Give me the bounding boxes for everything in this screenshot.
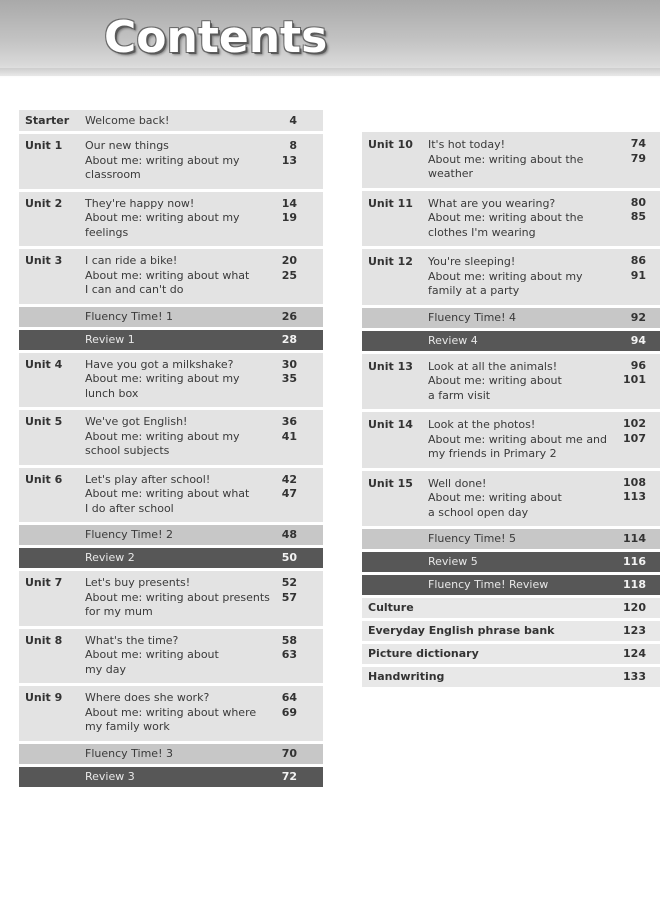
toc-row-unit-11[interactable] <box>362 191 660 247</box>
unit-label: Unit 12 <box>368 255 413 268</box>
unit-subtitle: About me: writing about my <box>85 211 240 224</box>
unit-subtitle: About me: writing about the <box>428 152 584 166</box>
page-number: 96 <box>630 358 646 372</box>
unit-subtitle: About me: writing about where <box>85 705 257 719</box>
review-title: Review 2 <box>85 551 135 564</box>
toc-row-fluency-2[interactable] <box>19 525 323 545</box>
page-number: 57 <box>281 590 297 604</box>
toc-row-fluency-review[interactable] <box>362 575 660 595</box>
toc-row-picture-dictionary[interactable] <box>362 644 660 664</box>
unit-subtitle: for my mum <box>85 605 153 618</box>
page-number: 94 <box>630 333 646 347</box>
page-title: Contents <box>104 12 328 63</box>
unit-subtitle: I do after school <box>85 501 174 515</box>
unit-title: Our new things <box>85 139 169 152</box>
unit-subtitle: my friends in Primary 2 <box>428 447 557 460</box>
unit-label: Unit 1 <box>25 139 63 152</box>
unit-title: What are you wearing? <box>428 196 556 210</box>
toc-row-review-1[interactable] <box>19 330 323 350</box>
unit-subtitle: About me: writing about presents <box>85 590 270 604</box>
toc-row-unit-12[interactable] <box>362 249 660 305</box>
unit-subtitle: a school open day <box>428 505 529 519</box>
unit-subtitle: family at a party <box>428 284 520 297</box>
section-title: Handwriting <box>368 670 445 683</box>
toc-row-unit-13[interactable] <box>362 354 660 410</box>
toc-row-review-5[interactable] <box>362 552 660 572</box>
unit-title: We've got English! <box>85 415 188 428</box>
section-title: Picture dictionary <box>368 647 479 660</box>
toc-right-column <box>362 132 660 690</box>
fluency-title: Fluency Time! 5 <box>428 532 516 545</box>
page-number: 58 <box>281 633 297 647</box>
page-number: 92 <box>630 310 646 324</box>
unit-title: Well done! <box>428 476 487 490</box>
page-number: 120 <box>623 601 646 614</box>
toc-row-fluency-1[interactable] <box>19 307 323 327</box>
toc-row-review-3[interactable] <box>19 767 323 787</box>
unit-subtitle: lunch box <box>85 386 139 400</box>
fluency-title: Fluency Time! 4 <box>428 310 516 324</box>
unit-label: Unit 6 <box>25 472 63 486</box>
unit-label: Unit 8 <box>25 633 63 647</box>
unit-subtitle: About me: writing about what <box>85 268 250 282</box>
unit-title: I can ride a bike! <box>85 254 178 267</box>
page-number: 25 <box>281 268 297 282</box>
unit-subtitle: About me: writing about <box>85 648 219 661</box>
unit-subtitle: About me: writing about my <box>85 429 240 443</box>
section-title: Culture <box>368 601 414 614</box>
unit-subtitle: classroom <box>85 168 141 181</box>
unit-subtitle: a farm visit <box>428 388 491 402</box>
review-title: Review 5 <box>428 555 478 568</box>
toc-row-unit-3[interactable] <box>19 249 323 304</box>
page-number: 35 <box>281 372 297 385</box>
toc-row-culture[interactable] <box>362 598 660 618</box>
toc-row-unit-2[interactable] <box>19 192 323 247</box>
review-title: Fluency Time! Review <box>428 578 549 591</box>
unit-subtitle: I can and can't do <box>85 283 184 296</box>
unit-label: Unit 14 <box>368 418 413 431</box>
page-number: 48 <box>281 528 297 541</box>
page-number: 47 <box>281 487 297 500</box>
section-title: Everyday English phrase bank <box>368 624 555 637</box>
toc-row-starter[interactable] <box>19 110 323 131</box>
page-number: 26 <box>281 309 297 323</box>
unit-subtitle: feelings <box>85 225 129 239</box>
unit-label: Unit 5 <box>25 415 63 428</box>
unit-label: Unit 13 <box>368 359 413 373</box>
fluency-title: Fluency Time! 3 <box>85 746 173 760</box>
unit-label: Starter <box>25 114 70 127</box>
fluency-title: Fluency Time! 2 <box>85 528 173 541</box>
toc-row-unit-8[interactable] <box>19 629 323 684</box>
page-number: 52 <box>281 576 297 589</box>
page-number: 79 <box>630 151 646 165</box>
review-title: Review 3 <box>85 769 135 783</box>
unit-subtitle: weather <box>428 167 474 180</box>
toc-row-unit-14[interactable] <box>362 412 660 468</box>
toc-row-unit-6[interactable] <box>19 468 323 523</box>
toc-left-column <box>19 110 323 790</box>
unit-title: Let's buy presents! <box>85 576 191 589</box>
page-number: 118 <box>623 578 646 591</box>
toc-row-fluency-5[interactable] <box>362 529 660 549</box>
page-number: 116 <box>623 555 646 568</box>
header-banner <box>0 0 660 76</box>
toc-row-review-2[interactable] <box>19 548 323 568</box>
unit-title: They're happy now! <box>85 196 195 210</box>
unit-title: Let's play after school! <box>85 472 211 486</box>
page-number: 133 <box>623 670 646 683</box>
unit-title: Welcome back! <box>85 114 170 127</box>
unit-title: Look at the photos! <box>428 418 536 431</box>
page-number: 28 <box>281 332 297 346</box>
toc-row-unit-5[interactable] <box>19 410 323 465</box>
page-number: 107 <box>623 431 646 445</box>
unit-label: Unit 15 <box>368 476 413 490</box>
page-number: 13 <box>281 153 297 167</box>
page-number: 36 <box>281 415 297 428</box>
unit-title: Where does she work? <box>85 691 210 704</box>
unit-label: Unit 11 <box>368 196 413 210</box>
unit-subtitle: clothes I'm wearing <box>428 225 536 239</box>
unit-subtitle: About me: writing about my <box>85 372 240 385</box>
page-number: 69 <box>281 705 297 719</box>
page-number: 124 <box>623 647 646 660</box>
fluency-title: Fluency Time! 1 <box>85 309 173 323</box>
page-number: 63 <box>281 648 297 661</box>
unit-subtitle: About me: writing about me and <box>428 432 608 446</box>
page-number: 50 <box>281 551 297 564</box>
page-number: 101 <box>623 373 646 386</box>
page-number: 108 <box>623 475 646 489</box>
page-number: 8 <box>289 139 297 152</box>
unit-subtitle: my day <box>85 662 126 676</box>
toc-row-unit-9[interactable] <box>19 686 323 741</box>
page-number: 91 <box>630 268 646 282</box>
unit-label: Unit 10 <box>368 138 413 151</box>
unit-title: It's hot today! <box>428 138 506 151</box>
page-number: 74 <box>630 137 646 150</box>
unit-title: What's the time? <box>85 633 179 647</box>
page-number: 70 <box>281 746 297 760</box>
review-title: Review 1 <box>85 332 135 346</box>
unit-label: Unit 3 <box>25 254 63 267</box>
page-number: 86 <box>630 254 646 267</box>
toc-row-unit-4[interactable] <box>19 353 323 408</box>
page-number: 42 <box>281 472 297 486</box>
page-number: 20 <box>281 254 297 267</box>
toc-row-unit-15[interactable] <box>362 471 660 527</box>
toc-row-fluency-3[interactable] <box>19 744 323 764</box>
page-number: 41 <box>281 429 297 443</box>
page-number: 113 <box>623 490 646 503</box>
unit-label: Unit 4 <box>25 357 63 371</box>
unit-subtitle: About me: writing about <box>428 491 562 504</box>
page-number: 30 <box>281 357 297 371</box>
unit-title: You're sleeping! <box>428 255 516 268</box>
unit-subtitle: my family work <box>85 720 170 733</box>
toc-row-fluency-4[interactable] <box>362 308 660 328</box>
toc-row-handwriting[interactable] <box>362 667 660 687</box>
toc-row-unit-10[interactable] <box>362 132 660 188</box>
unit-subtitle: About me: writing about what <box>85 487 250 500</box>
unit-label: Unit 7 <box>25 576 63 589</box>
page-number: 19 <box>281 211 297 224</box>
banner-shadow <box>0 68 660 78</box>
toc-row-unit-1[interactable] <box>19 134 323 189</box>
page-number: 72 <box>281 769 297 783</box>
page-number: 14 <box>281 196 297 210</box>
unit-label: Unit 2 <box>25 196 63 210</box>
unit-subtitle: About me: writing about my <box>85 153 240 167</box>
unit-subtitle: About me: writing about the <box>428 211 584 224</box>
page-number: 80 <box>630 195 646 209</box>
toc-row-review-4[interactable] <box>362 331 660 351</box>
page-number: 4 <box>289 114 297 127</box>
page-number: 123 <box>623 624 646 637</box>
page-number: 85 <box>630 210 646 223</box>
page-number: 64 <box>281 691 297 704</box>
unit-title: Look at all the animals! <box>428 359 558 373</box>
toc-row-phrase-bank[interactable] <box>362 621 660 641</box>
unit-title: Have you got a milkshake? <box>85 357 234 371</box>
unit-subtitle: About me: writing about my <box>428 269 583 283</box>
unit-label: Unit 9 <box>25 691 63 704</box>
unit-subtitle: school subjects <box>85 444 170 457</box>
page-number: 114 <box>623 532 646 545</box>
unit-subtitle: About me: writing about <box>428 374 562 387</box>
review-title: Review 4 <box>428 333 478 347</box>
page-number: 102 <box>623 417 646 430</box>
toc-row-unit-7[interactable] <box>19 571 323 626</box>
